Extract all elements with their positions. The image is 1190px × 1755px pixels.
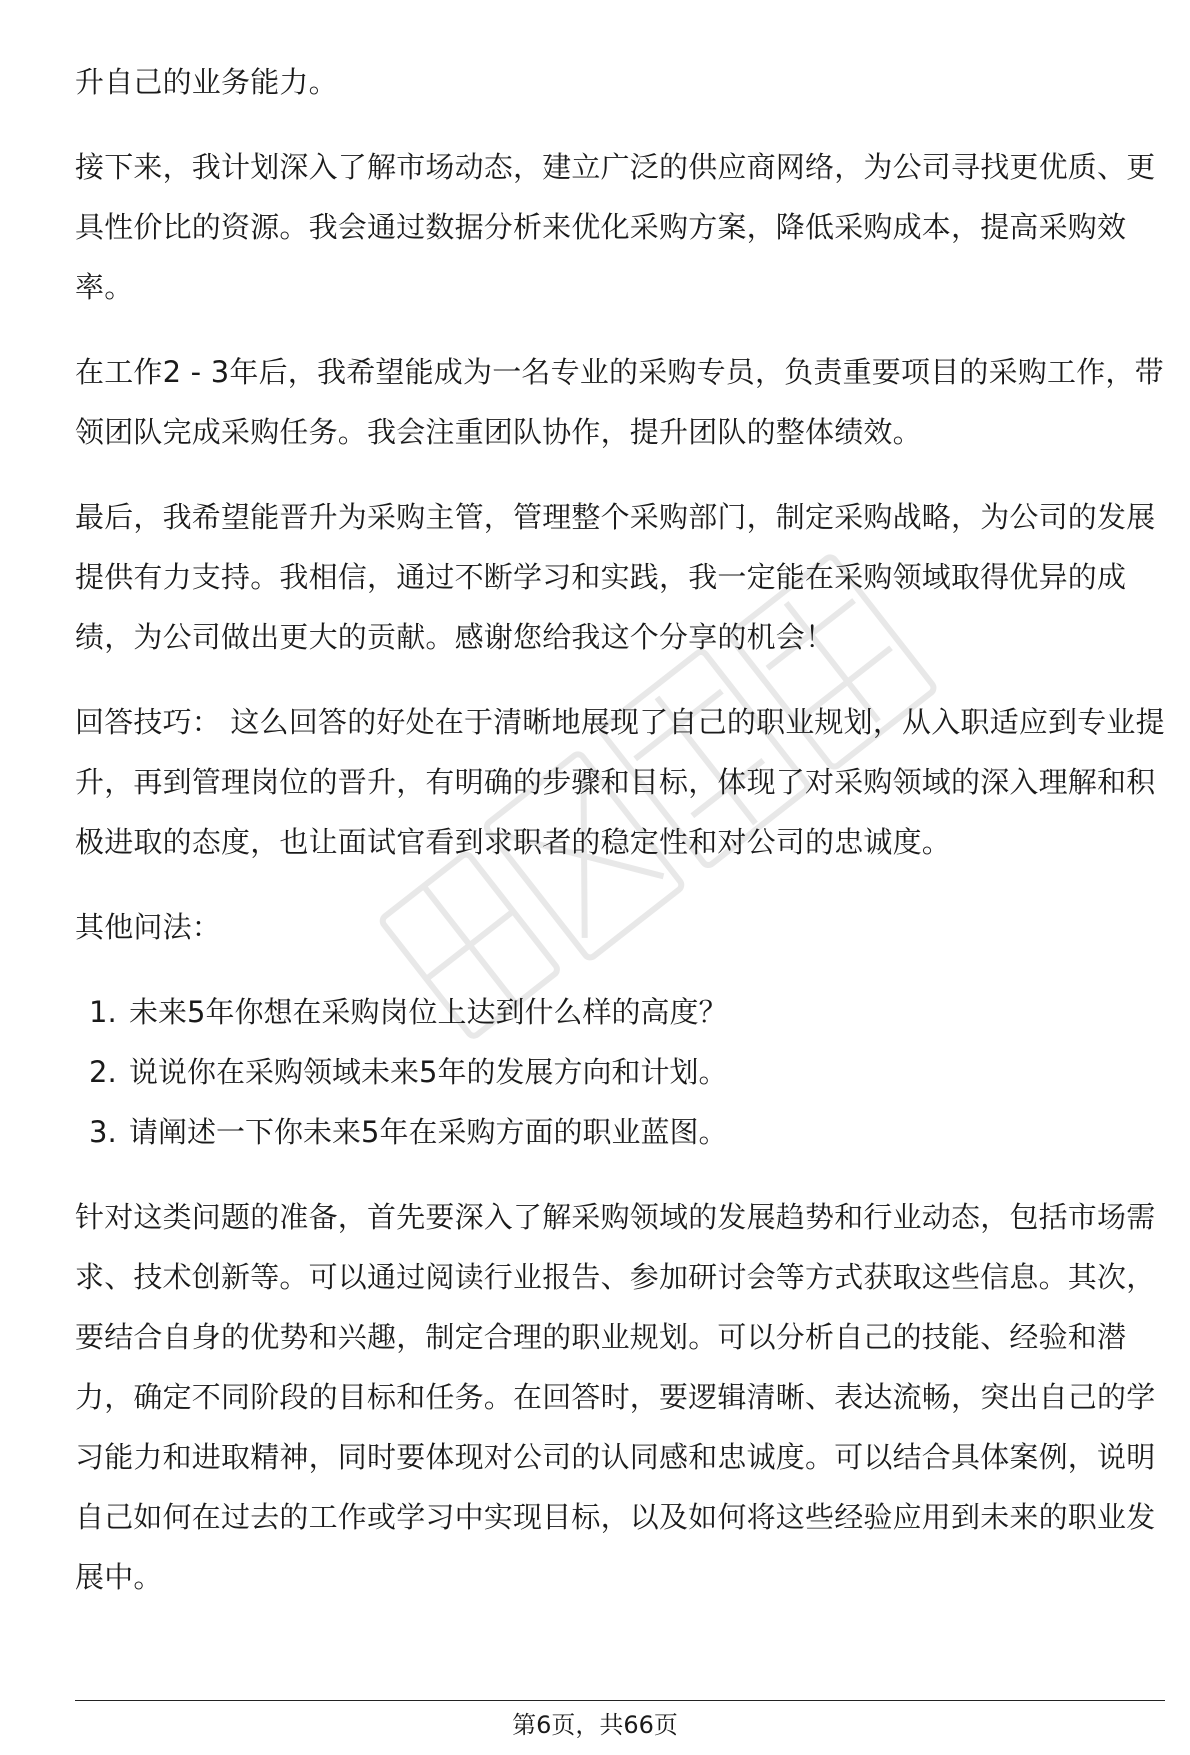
- paragraph-answer-tips: 回答技巧： 这么回答的好处在于清晰地展现了自己的职业规划，从入职适应到专业提升，再到管理岗位的晋升，有明确的步骤和目标，体现了对采购领域的深入理解和积极进取的态度，也让面试官看到求职者的稳定性和对公司的忠诚度。: [75, 705, 1165, 859]
- list-number: 2.: [89, 1055, 117, 1089]
- other-questions-list: [75, 982, 1165, 1162]
- list-text: 未来5年你想在采购岗位上达到什么样的高度？: [129, 995, 728, 1029]
- paragraph-market-plan: 接下来，我计划深入了解市场动态，建立广泛的供应商网络，为公司寻找更优质、更具性价比的资源。我会通过数据分析来优化采购方案，降低采购成本，提高采购效率。: [75, 150, 1156, 304]
- paragraph-manager-goal: 最后，我希望能晋升为采购主管，管理整个采购部门，制定采购战略，为公司的发展提供有力支持。我相信，通过不断学习和实践，我一定能在采购领域取得优异的成绩，为公司做出更大的贡献。感谢您给我这个分享的机会！: [75, 500, 1156, 654]
- document-body: [75, 52, 1165, 1607]
- paragraph-specialist-goal: 在工作2 - 3年后，我希望能成为一名专业的采购专员，负责重要项目的采购工作，带领团队完成采购任务。我会注重团队协作，提升团队的整体绩效。: [75, 355, 1164, 449]
- list-text: 请阐述一下你未来5年在采购方面的职业蓝图。: [129, 1115, 728, 1149]
- list-number: 1.: [89, 995, 117, 1029]
- list-item: [75, 982, 1165, 1042]
- list-number: 3.: [89, 1115, 117, 1149]
- page-number: 第6页，共66页: [512, 1711, 678, 1739]
- list-item: [75, 1042, 1165, 1102]
- footer-divider: [75, 1700, 1165, 1701]
- list-text: 说说你在采购领域未来5年的发展方向和计划。: [129, 1055, 728, 1089]
- paragraph-continuation: 升自己的业务能力。: [75, 65, 338, 99]
- list-item: [75, 1102, 1165, 1162]
- paragraph-preparation-advice: 针对这类问题的准备，首先要深入了解采购领域的发展趋势和行业动态，包括市场需求、技术创新等。可以通过阅读行业报告、参加研讨会等方式获取这些信息。其次，要结合自身的优势和兴趣，制定合理的职业规划。可以分析自己的技能、经验和潜力，确定不同阶段的目标和任务。在回答时，要逻辑清晰、表达流畅，突出自己的学习能力和进取精神，同时要体现对公司的认同感和忠诚度。可以结合具体案例，说明自己如何在过去的工作或学习中实现目标，以及如何将这些经验应用到未来的职业发展中。: [75, 1200, 1156, 1594]
- other-questions-heading: 其他问法：: [75, 910, 222, 944]
